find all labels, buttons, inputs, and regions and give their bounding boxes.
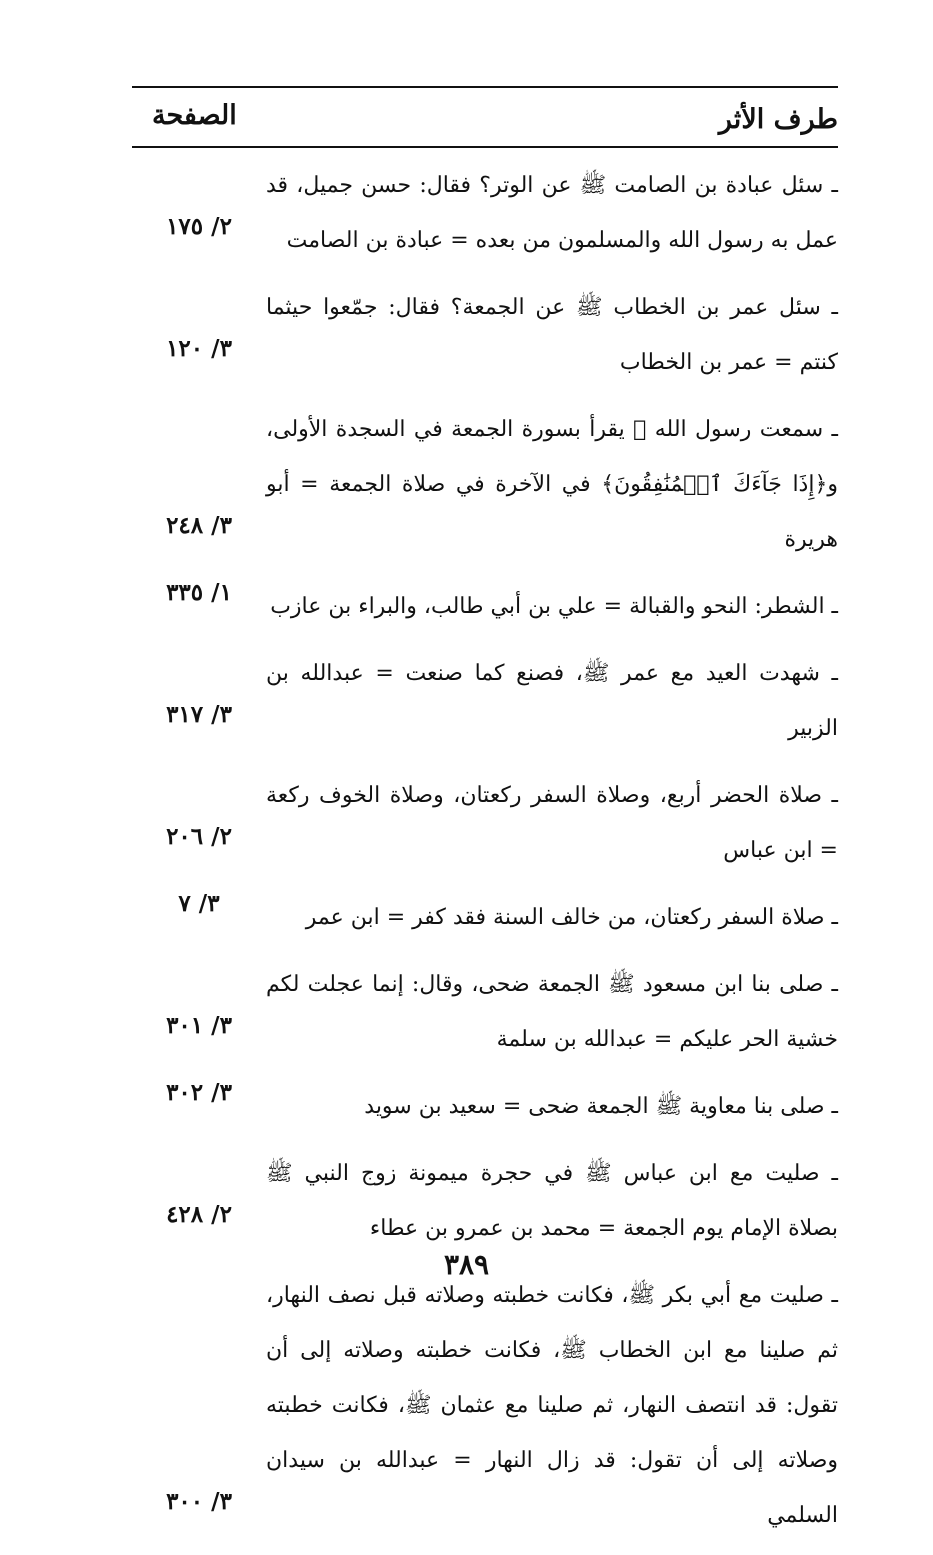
entry-page-ref: ٣/ ٧ [178, 890, 220, 917]
entry-text: ـ صلاة الحضر أربع، وصلاة السفر ركعتان، وصلاة الخوف ركعة = ابن عباس [266, 783, 838, 863]
entry-page-ref: ٢/ ٢٠٦ [166, 823, 232, 850]
entry-text: ـ شهدت العيد مع عمر ﷺ، فصنع كما صنعت = عبدالله بن الزبير [266, 661, 838, 741]
header-rule [132, 146, 838, 148]
list-item [132, 280, 838, 390]
entry-page-ref: ٣/ ٣٠١ [166, 1012, 232, 1039]
entry-text: ـ الشطر: النحو والقبالة = علي بن أبي طالب، والبراء بن عازب [270, 594, 838, 619]
list-item [132, 890, 838, 945]
entry-text: ـ صلى بنا ابن مسعود ﷺ الجمعة ضحى، وقال: إنما عجلت لكم خشية الحر عليكم = عبدالله بن سلمة [266, 972, 838, 1052]
entry-page-ref: ٣/ ٣٠٢ [166, 1079, 232, 1106]
list-item [132, 646, 838, 756]
list-item [132, 1146, 838, 1256]
list-item [132, 1079, 838, 1134]
entries-list [132, 158, 838, 1555]
column-title-athar: طرف الأثر [718, 104, 838, 135]
column-title-page: الصفحة [152, 100, 237, 131]
list-item [132, 957, 838, 1067]
entry-text: ـ سئل عبادة بن الصامت ﷺ عن الوتر؟ فقال: حسن جميل، قد عمل به رسول الله والمسلمون من بعده = عبادة بن الصامت [266, 173, 838, 253]
entry-page-ref: ٢/ ٤٢٨ [166, 1201, 232, 1228]
entry-text: ـ صلى بنا معاوية ﷺ الجمعة ضحى = سعيد بن سويد [364, 1094, 838, 1119]
entry-text: ـ صليت مع ابن عباس ﷺ في حجرة ميمونة زوج النبي ﷺ بصلاة الإمام يوم الجمعة = محمد بن عمرو بن عطاء [266, 1161, 838, 1241]
entry-page-ref: ٣/ ٣١٧ [166, 701, 232, 728]
list-item [132, 579, 838, 634]
entry-text: ـ سئل عمر بن الخطاب ﷺ عن الجمعة؟ فقال: جمّعوا حيثما كنتم = عمر بن الخطاب [266, 295, 838, 375]
top-rule [132, 86, 838, 88]
entry-text: ـ سمعت رسول الله ﷺ يقرأ بسورة الجمعة في السجدة الأولى، و﴿إِذَا جَآءَكَ ٱلۡمُنَٰفِقُونَ﴾ في الآخرة في صلاة الجمعة = أبو هريرة [266, 417, 838, 552]
page-number: ٣٨٩ [443, 1248, 490, 1281]
list-item [132, 1268, 838, 1543]
list-item [132, 158, 838, 268]
entry-page-ref: ٣/ ٣٠٠ [166, 1488, 232, 1515]
entry-page-ref: ٢/ ١٧٥ [166, 213, 232, 240]
entry-page-ref: ١/ ٣٣٥ [166, 579, 232, 606]
list-item [132, 402, 838, 567]
entry-text: ـ صلاة السفر ركعتان، من خالف السنة فقد كفر = ابن عمر [305, 905, 838, 930]
entry-text: ـ صليت مع أبي بكر ﷺ، فكانت خطبته وصلاته قبل نصف النهار، ثم صلينا مع ابن الخطاب ﷺ، فكانت خطبته وصلاته إلى أن تقول: قد انتصف النهار، ثم صلينا مع عثمان ﷺ، فكانت خطبته وصلاته إلى أن تقول: قد زال النهار = عبدالله بن سيدان السلمي [266, 1283, 838, 1528]
entry-page-ref: ٣/ ١٢٠ [166, 335, 232, 362]
list-item [132, 768, 838, 878]
table-header [132, 96, 838, 142]
entry-page-ref: ٣/ ٢٤٨ [166, 512, 232, 539]
